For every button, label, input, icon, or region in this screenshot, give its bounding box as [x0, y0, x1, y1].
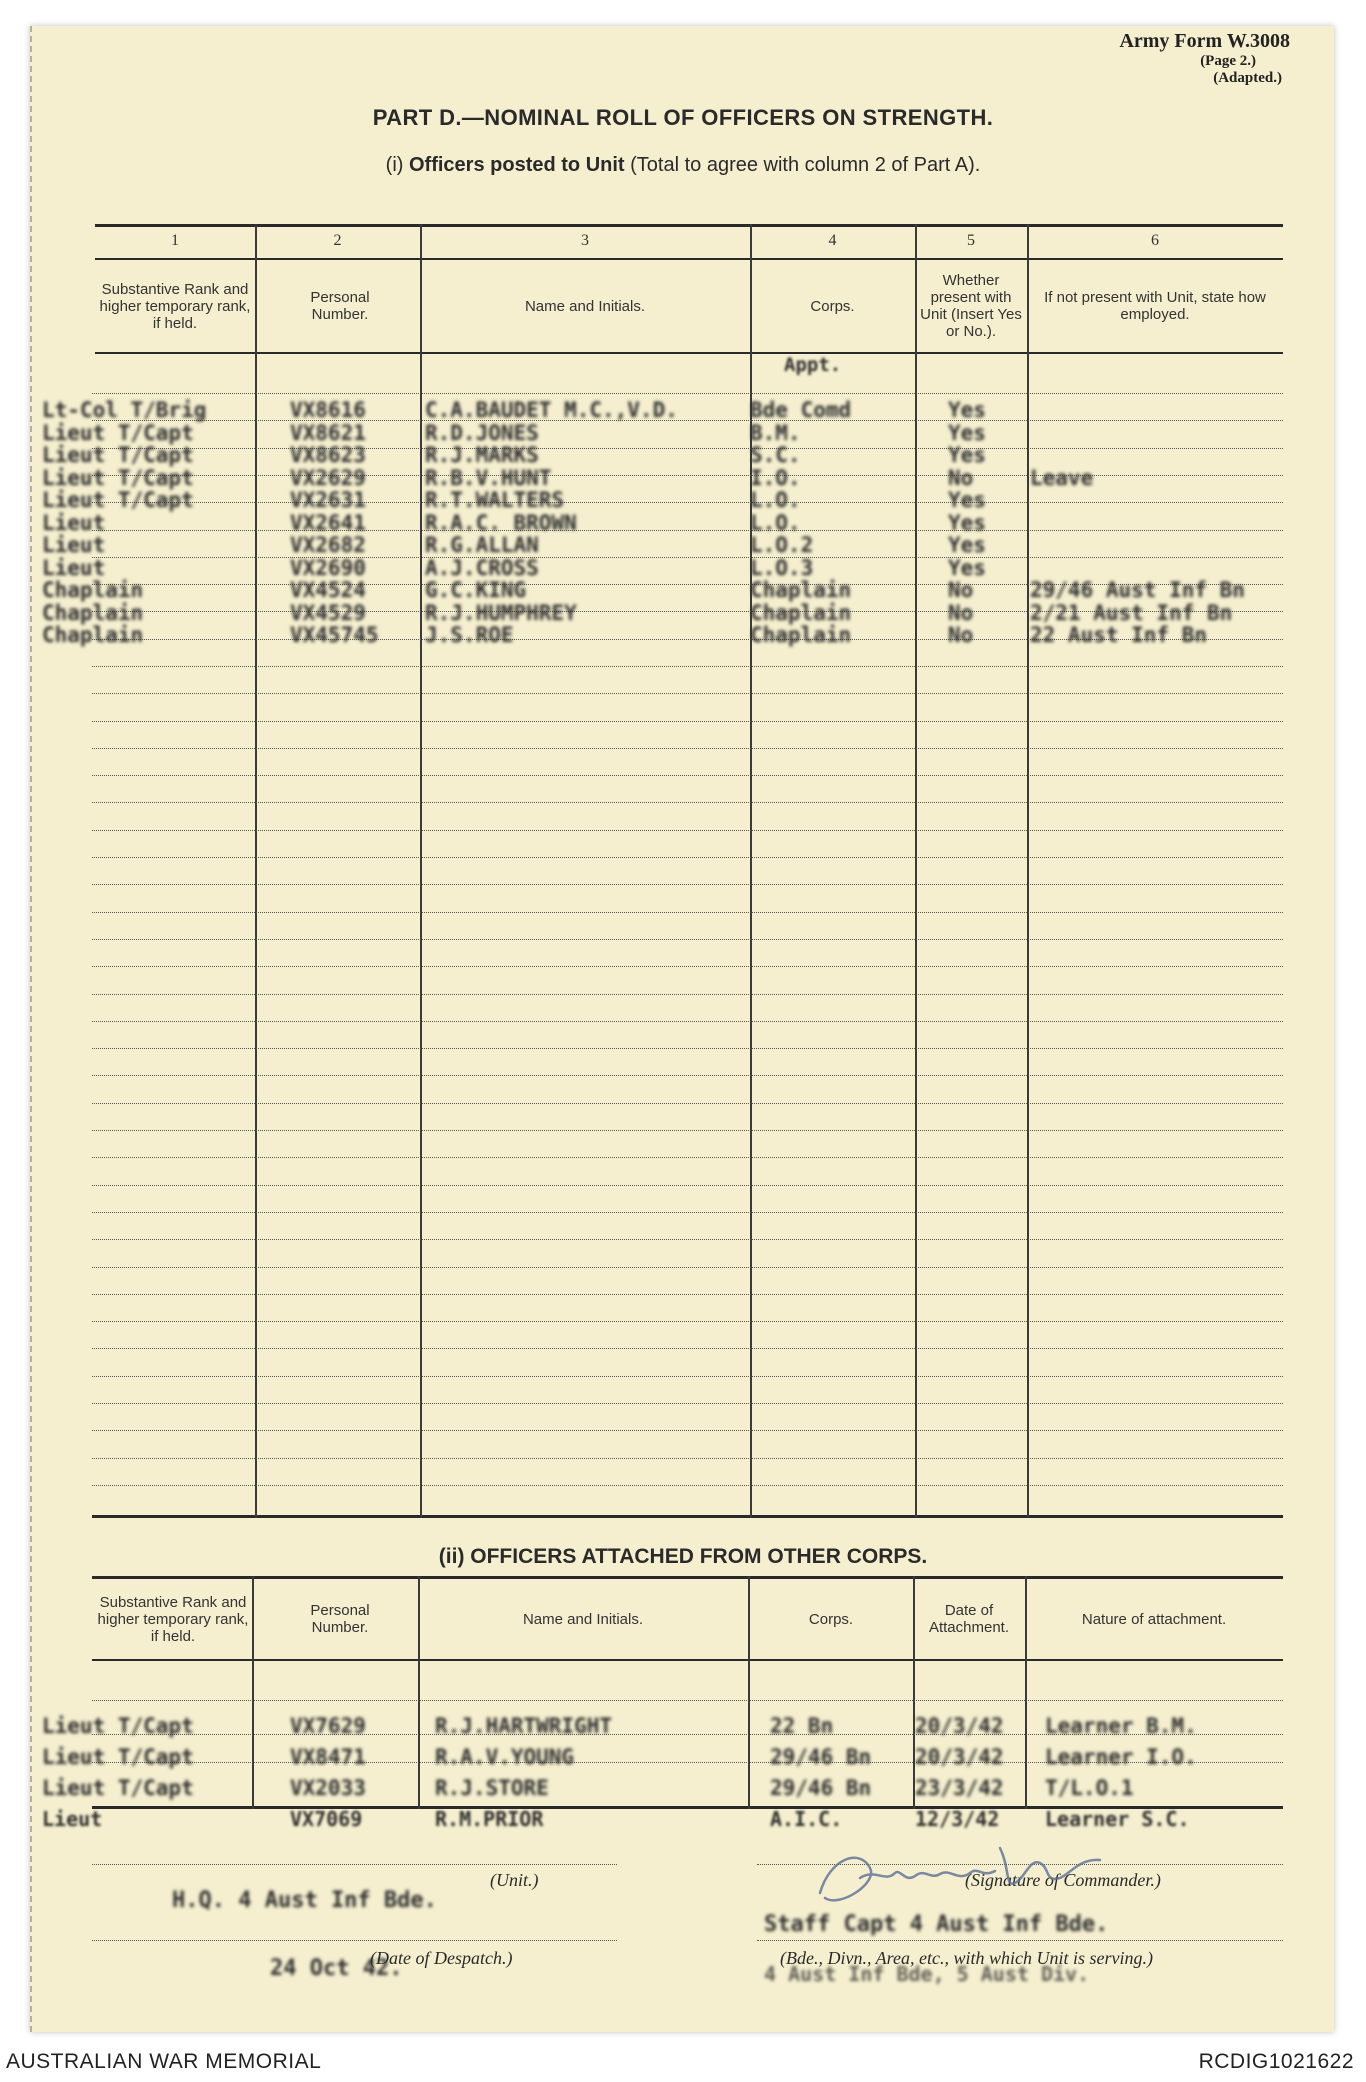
officer-rank: Chaplain — [42, 601, 144, 625]
despatch-label: (Date of Despatch.) — [370, 1948, 513, 1968]
table1-top-rule — [95, 224, 1283, 227]
attached-corps: 29/46 Bn — [770, 1745, 872, 1769]
table1-dotted-row — [92, 884, 1283, 885]
header-corps: Corps. — [810, 297, 855, 315]
officer-corps: L.O. — [750, 488, 801, 512]
officer-present: No — [948, 578, 974, 602]
officer-number: VX8623 — [290, 443, 366, 467]
officer-present: Yes — [948, 511, 986, 535]
officer-present: No — [948, 601, 974, 625]
col-number-4: 4 — [828, 232, 837, 249]
form-adapted: (Adapted.) — [1213, 70, 1282, 86]
header-present: Whether present with Unit (Insert Yes or No.). — [920, 272, 1022, 340]
table1-dotted-row — [92, 502, 1283, 503]
att-header-date: Date of Attachment. — [928, 1602, 1010, 1636]
caption-left: AUSTRALIAN WAR MEMORIAL — [6, 2050, 322, 2073]
part-i-rest: (Total to agree with column 2 of Part A). — [630, 154, 981, 176]
officer-rank: Lieut T/Capt — [42, 421, 194, 445]
table1-dotted-row — [92, 1239, 1283, 1240]
table1-dotted-row — [92, 775, 1283, 776]
attached-rank: Lieut T/Capt — [42, 1776, 194, 1800]
despatch-value: 24 Oct 42. — [270, 1956, 403, 1981]
table1-dotted-row — [92, 1458, 1283, 1459]
officer-name: R.B.V.HUNT — [425, 466, 552, 490]
table2-top-rule — [92, 1576, 1283, 1579]
corps-appt-note: Appt. — [784, 354, 842, 376]
attached-name: R.J.STORE — [435, 1776, 549, 1800]
officer-corps: Chaplain — [750, 601, 852, 625]
officer-number: VX2629 — [290, 466, 366, 490]
officer-rank: Lieut — [42, 556, 106, 580]
table2-column-divider — [252, 1576, 254, 1809]
officer-corps: L.O.2 — [750, 533, 814, 557]
officer-corps: Bde Comd — [750, 398, 852, 422]
table1-dotted-row — [92, 1321, 1283, 1322]
table1-bottom-rule — [92, 1515, 1283, 1518]
table1-dotted-row — [92, 966, 1283, 967]
attached-rank: Lieut T/Capt — [42, 1714, 194, 1738]
unit-value: H.Q. 4 Aust Inf Bde. — [172, 1888, 437, 1913]
table2-dotted-row — [92, 1700, 1283, 1701]
attached-number: VX7069 — [290, 1807, 363, 1831]
attached-date: 12/3/42 — [915, 1807, 1000, 1831]
officer-rank: Chaplain — [42, 623, 144, 647]
attached-number: VX8471 — [290, 1745, 366, 1769]
table1-dotted-row — [92, 830, 1283, 831]
table1-column-divider — [1027, 224, 1029, 1518]
att-header-corps: Corps. — [808, 1610, 854, 1628]
table1-dotted-row — [92, 1075, 1283, 1076]
attached-corps: 29/46 Bn — [770, 1776, 872, 1800]
header-employed: If not present with Unit, state how employed. — [1044, 289, 1266, 323]
officer-present: Yes — [948, 533, 986, 557]
table1-dotted-row — [92, 994, 1283, 995]
despatch-line — [92, 1940, 617, 1941]
officer-employed: 2/21 Aust Inf Bn — [1030, 601, 1233, 625]
attached-date: 20/3/42 — [915, 1745, 1004, 1769]
attached-name: R.J.HARTWRIGHT — [435, 1714, 613, 1738]
officer-rank: Lt-Col T/Brig — [42, 398, 207, 422]
table1-dotted-row — [92, 1130, 1283, 1131]
officer-present: No — [948, 623, 974, 647]
officer-number: VX2641 — [290, 511, 366, 535]
table1-dotted-row — [92, 1267, 1283, 1268]
officer-present: No — [948, 466, 974, 490]
table1-dotted-row — [92, 1185, 1283, 1186]
table1-dotted-row — [92, 857, 1283, 858]
attached-nature: T/L.O.1 — [1045, 1776, 1134, 1800]
officer-rank: Lieut T/Capt — [42, 488, 194, 512]
attached-corps: 22 Bn — [770, 1714, 834, 1738]
table1-column-divider — [420, 224, 422, 1518]
officer-present: Yes — [948, 556, 986, 580]
att-header-name: Name and Initials. — [522, 1610, 644, 1628]
part-ii-title: (ii) OFFICERS ATTACHED FROM OTHER CORPS. — [438, 1545, 928, 1568]
officer-present: Yes — [948, 443, 986, 467]
attached-rank: Lieut T/Capt — [42, 1745, 194, 1769]
col-number-1: 1 — [171, 232, 179, 249]
table1-dotted-row — [92, 693, 1283, 694]
officer-corps: B.M. — [750, 421, 801, 445]
table1-dotted-row — [92, 802, 1283, 803]
officer-rank: Lieut T/Capt — [42, 443, 194, 467]
officer-corps: Chaplain — [750, 623, 852, 647]
officer-corps: I.O. — [750, 466, 801, 490]
officer-number: VX2690 — [290, 556, 366, 580]
att-header-rank: Substantive Rank and higher temporary rank, if held. — [97, 1593, 249, 1645]
table1-dotted-row — [92, 1430, 1283, 1431]
officer-present: Yes — [948, 398, 986, 422]
attached-rank: Lieut — [42, 1807, 103, 1831]
col-number-2: 2 — [333, 232, 342, 249]
table1-dotted-row — [92, 1348, 1283, 1349]
table1-column-divider — [915, 224, 917, 1518]
part-i-bold: Officers posted to Unit — [409, 154, 625, 176]
col-number-3: 3 — [581, 232, 589, 249]
table1-dotted-row — [92, 557, 1283, 558]
page-title: PART D.—NOMINAL ROLL OF OFFICERS ON STRENGTH. — [372, 105, 994, 130]
table1-column-divider — [255, 224, 257, 1518]
officer-name: R.J.HUMPHREY — [425, 601, 577, 625]
officer-number: VX8621 — [290, 421, 366, 445]
unit-line — [92, 1864, 617, 1865]
col-number-6: 6 — [1151, 232, 1159, 249]
officer-employed: 29/46 Aust Inf Bn — [1030, 578, 1245, 602]
table1-header-rule — [95, 352, 1283, 354]
table1-dotted-row — [92, 1485, 1283, 1486]
officer-employed: Leave — [1030, 466, 1094, 490]
header-name: Name and Initials. — [524, 297, 646, 315]
officer-name: R.A.C. BROWN — [425, 511, 577, 535]
table1-dotted-row — [92, 1157, 1283, 1158]
serving-line — [757, 1940, 1283, 1941]
form-name: Army Form W.3008 — [1119, 30, 1290, 52]
officer-rank: Lieut — [42, 533, 106, 557]
officer-name: J.S.ROE — [425, 623, 514, 647]
officer-number: VX4529 — [290, 601, 366, 625]
attached-corps: A.I.C. — [770, 1807, 843, 1831]
officer-name: R.T.WALTERS — [425, 488, 565, 512]
att-header-nature: Nature of attachment. — [1081, 1610, 1227, 1628]
part-i-prefix: (i) — [385, 154, 404, 176]
table1-dotted-row — [92, 393, 1283, 394]
attached-number: VX7629 — [290, 1714, 366, 1738]
table1-dotted-row — [92, 1376, 1283, 1377]
officer-rank: Chaplain — [42, 578, 144, 602]
officer-corps: Chaplain — [750, 578, 852, 602]
serving-value: 4 Aust Inf Bde, 5 Aust Div. — [764, 1962, 1090, 1986]
officer-number: VX4524 — [290, 578, 366, 602]
officer-number: VX2631 — [290, 488, 366, 512]
table1-dotted-row — [92, 912, 1283, 913]
attached-date: 23/3/42 — [915, 1776, 1004, 1800]
table1-dotted-row — [92, 1021, 1283, 1022]
table1-dotted-row — [92, 448, 1283, 449]
officer-present: Yes — [948, 488, 986, 512]
officer-rank: Lieut T/Capt — [42, 466, 194, 490]
table1-dotted-row — [92, 748, 1283, 749]
commander-title: Staff Capt 4 Aust Inf Bde. — [764, 1912, 1109, 1937]
table2-header-rule — [92, 1659, 1283, 1661]
officer-corps: L.O.3 — [750, 556, 814, 580]
officer-name: A.J.CROSS — [425, 556, 539, 580]
officer-corps: S.C. — [750, 443, 801, 467]
table1-dotted-row — [92, 420, 1283, 421]
table1-dotted-row — [92, 1048, 1283, 1049]
attached-name: R.M.PRIOR — [435, 1807, 544, 1831]
header-personal-number: Personal Number. — [310, 289, 370, 323]
col-number-5: 5 — [967, 232, 975, 249]
officer-number: VX45745 — [290, 623, 379, 647]
officer-name: R.D.JONES — [425, 421, 539, 445]
officer-name: C.A.BAUDET M.C.,V.D. — [425, 398, 678, 422]
table1-dotted-row — [92, 666, 1283, 667]
commander-signature — [800, 1838, 1120, 1918]
unit-label: (Unit.) — [490, 1870, 539, 1890]
table1-dotted-row — [92, 1212, 1283, 1213]
commander-label: (Signature of Commander.) — [965, 1870, 1161, 1890]
officer-rank: Lieut — [42, 511, 106, 535]
header-rank: Substantive Rank and higher temporary rank, if held. — [99, 280, 251, 332]
table1-dotted-row — [92, 475, 1283, 476]
form-identifier — [1119, 30, 1290, 87]
table1-number-rule — [95, 258, 1283, 260]
officer-present: Yes — [948, 421, 986, 445]
att-header-personal-number: Personal Number. — [310, 1602, 370, 1636]
serving-label: (Bde., Divn., Area, etc., with which Unit is serving.) — [780, 1948, 1153, 1968]
attached-date: 20/3/42 — [915, 1714, 1004, 1738]
attached-number: VX2033 — [290, 1776, 366, 1800]
table1-dotted-row — [92, 1294, 1283, 1295]
caption-right: RCDIG1021622 — [1198, 2050, 1354, 2073]
table1-dotted-row — [92, 721, 1283, 722]
officer-corps: L.O. — [750, 511, 801, 535]
officer-number: VX2682 — [290, 533, 366, 557]
officer-name: G.C.KING — [425, 578, 527, 602]
part-i-subtitle — [0, 154, 1366, 177]
attached-nature: Learner B.M. — [1045, 1714, 1197, 1738]
table1-dotted-row — [92, 1103, 1283, 1104]
officer-number: VX8616 — [290, 398, 366, 422]
attached-nature: Learner I.O. — [1045, 1745, 1197, 1769]
table1-dotted-row — [92, 939, 1283, 940]
form-page: (Page 2.) — [1200, 53, 1256, 69]
officer-name: R.J.MARKS — [425, 443, 539, 467]
attached-nature: Learner S.C. — [1045, 1807, 1190, 1831]
attached-name: R.A.V.YOUNG — [435, 1745, 575, 1769]
table1-dotted-row — [92, 530, 1283, 531]
officer-employed: 22 Aust Inf Bn — [1030, 623, 1208, 647]
officer-name: R.G.ALLAN — [425, 533, 539, 557]
table1-dotted-row — [92, 1403, 1283, 1404]
